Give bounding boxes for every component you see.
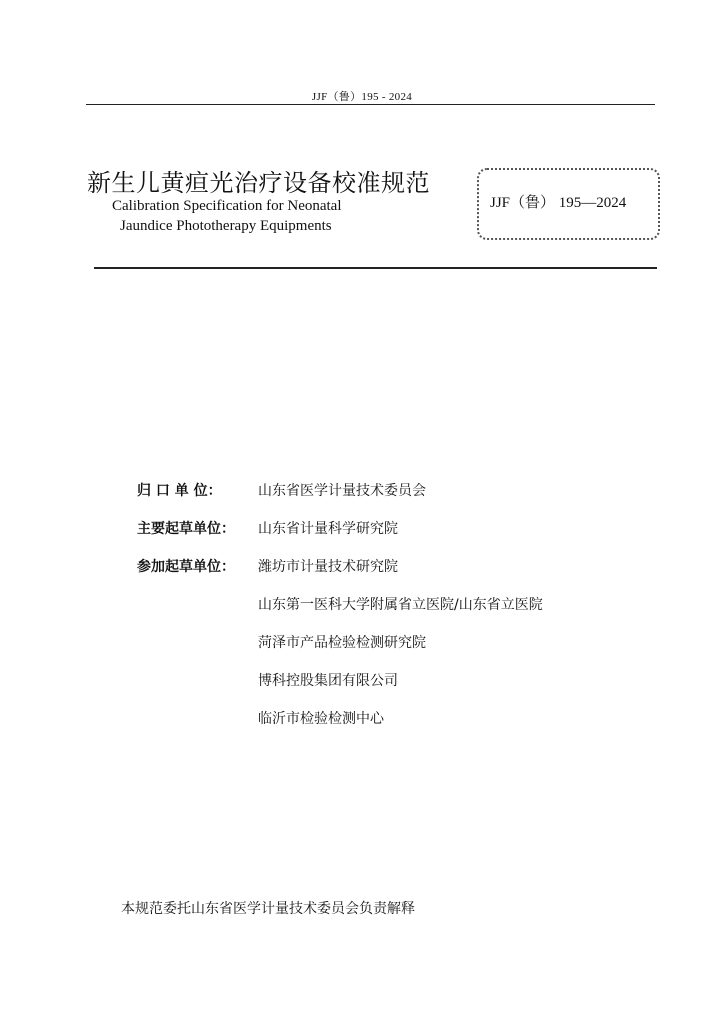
centralized-unit-value: 山东省医学计量技术委员会 <box>258 483 426 499</box>
main-drafting-unit-label: 主要起草单位： <box>137 521 235 537</box>
header-code: JJF（鲁）195 - 2024 <box>311 91 413 103</box>
participating-unit-value: 博科控股集团有限公司 <box>258 673 398 689</box>
participating-unit-value: 山东第一医科大学附属省立医院/山东省立医院 <box>258 597 543 613</box>
participating-unit-value: 临沂市检验检测中心 <box>258 711 384 727</box>
document-title-zh: 新生儿黄疸光治疗设备校准规范 <box>87 169 430 197</box>
header-rule <box>86 104 655 105</box>
title-rule <box>94 267 657 269</box>
centralized-unit-label: 归 口 单 位： <box>137 483 222 499</box>
participating-unit-label: 参加起草单位： <box>137 559 235 575</box>
document-title-en-line2: Jaundice Phototherapy Equipments <box>120 218 332 234</box>
participating-unit-value: 潍坊市计量技术研究院 <box>258 559 398 575</box>
code-box-text: JJF（鲁） 195—2024 <box>490 195 627 211</box>
participating-unit-value: 菏泽市产品检验检测研究院 <box>258 635 426 651</box>
interpretation-note: 本规范委托山东省医学计量技术委员会负责解释 <box>121 901 415 917</box>
main-drafting-unit-value: 山东省计量科学研究院 <box>258 521 398 537</box>
document-title-en-line1: Calibration Specification for Neonatal <box>112 198 342 214</box>
